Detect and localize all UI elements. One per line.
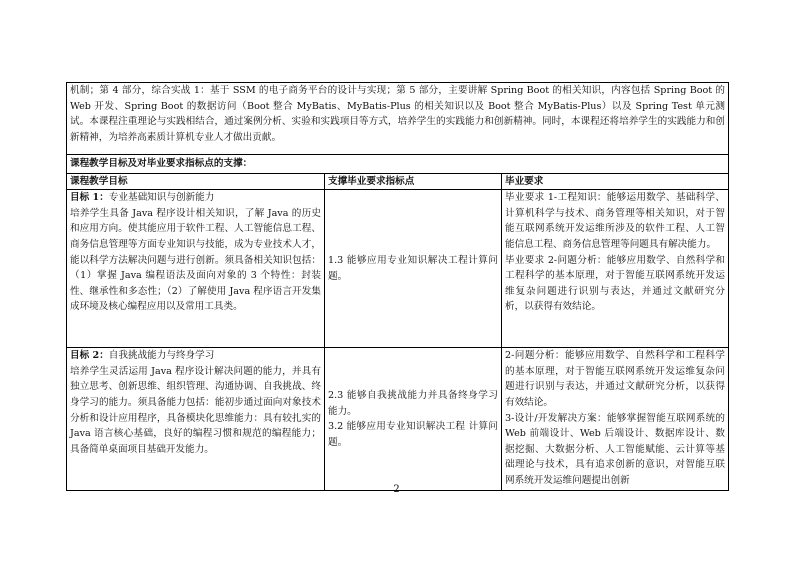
goal-name: 专业基础知识与创新能力 xyxy=(108,192,215,204)
goal-cell xyxy=(67,348,325,491)
goal-cell xyxy=(67,190,325,348)
requirement-cell xyxy=(502,190,729,348)
table-row xyxy=(67,190,729,348)
section-title: 课程教学目标及对毕业要求指标点的支撑： xyxy=(67,155,729,174)
requirement-item: 3-设计/开发解决方案：能够掌握智能互联网系统的 Web 前端设计、Web 后端设计、数据库设计、数据挖掘、大数据分析、人工智能赋能、云计算等基础理论与技术，具有追求创新的意识，对智能互联网系统开发运维问题提出创新 xyxy=(505,412,726,486)
intro-text: 机制；第 4 部分，综合实战 1：基于 SSM 的电子商务平台的设计与实现；第 5 部分，主要讲解 Spring Boot 的相关知识，内容包括 Spring Boot 的 Web 开发、Spring Boot 的数据访问（Boot 整合 MyBatis、MyBatis-Plus 的相关知识以及 Boot 整合 MyBatis-Plus）以及 Spring Test 单元测试。本课程注重理论与实践相结合，通过案例分析、实验和实践项目等方式，培养学生的实践能力和创新精神。同时，本课程还将培养学生的实践能力和创新精神，为培养高素质计算机专业人才做出贡献。 xyxy=(67,83,729,155)
page-number: 2 xyxy=(393,484,400,495)
goal-label: 目标 1： xyxy=(70,192,109,204)
column-header-row xyxy=(67,173,729,190)
goal-title xyxy=(70,190,321,206)
header-indicator: 支撑毕业要求指标点 xyxy=(325,173,502,190)
table-row xyxy=(67,348,729,491)
header-course-goal: 课程教学目标 xyxy=(67,173,325,190)
goal-text: 培养学生具备 Java 程序设计相关知识，了解 Java 的历史和应用方向。使其能应用于软件工程、人工智能信息工程、商务信息管理等方面专业知识与技能，成为专业技术人才，能以科学方法解决问题与进行创新。须具备相关知识包括：（1）掌握 Java 编程语法及面向对象的 3 个特性：封装性、继承性和多态性；（2）了解使用 Java 程序语言开发集成环境及核心编程应用以及常用工具类。 xyxy=(70,207,321,313)
section-title-row xyxy=(67,155,729,174)
goal-name: 自我挑战能力与终身学习 xyxy=(108,350,215,362)
goal-text: 培养学生灵活运用 Java 程序设计解决问题的能力，并具有独立思考、创新思维、组织管理、沟通协调、自我挑战、终身学习的能力。须具备能力包括：能初步通过面向对象技术分析和设计应用程序，具备模块化思维能力：具有较扎实的 Java 语言核心基础，良好的编程习惯和规范的编程能力；具备简单桌面项目基础开发能力。 xyxy=(70,365,321,455)
indicator-cell xyxy=(325,190,502,348)
requirement-item: 毕业要求 1-工程知识：能够运用数学、基础科学、计算机科学与技术、商务管理等相关知识，对于智能互联网系统开发运维所涉及的软件工程、人工智能信息工程、商务信息管理等问题具有解决能力。 xyxy=(505,192,726,250)
goal-title xyxy=(70,348,321,364)
indicator-item: 2.3 能够自我挑战能力并具备终身学习能力。 xyxy=(328,390,498,417)
requirement-item: 2-问题分析：能够应用数学、自然科学和工程科学的基本原理，对于智能互联网系统开发运维复杂问题进行识别与表达，并通过文献研究分析，以获得有效结论。 xyxy=(505,350,726,408)
indicator-item: 1.3 能够应用专业知识解决工程计算问题。 xyxy=(328,255,498,282)
requirement-item: 毕业要求 2-问题分析：能够应用数学、自然科学和工程科学的基本原理，对于智能互联网系统开发运维复杂问题进行识别与表达，并通过文献研究分析，以获得有效结论。 xyxy=(505,254,726,313)
indicator-cell xyxy=(325,348,502,491)
header-requirement: 毕业要求 xyxy=(502,173,729,190)
goal-label: 目标 2： xyxy=(70,350,109,362)
intro-row xyxy=(67,83,729,155)
requirement-cell xyxy=(502,348,729,491)
course-objectives-table xyxy=(66,82,729,491)
indicator-item: 3.2 能够应用专业知识解决工程 计算问题。 xyxy=(328,421,498,448)
